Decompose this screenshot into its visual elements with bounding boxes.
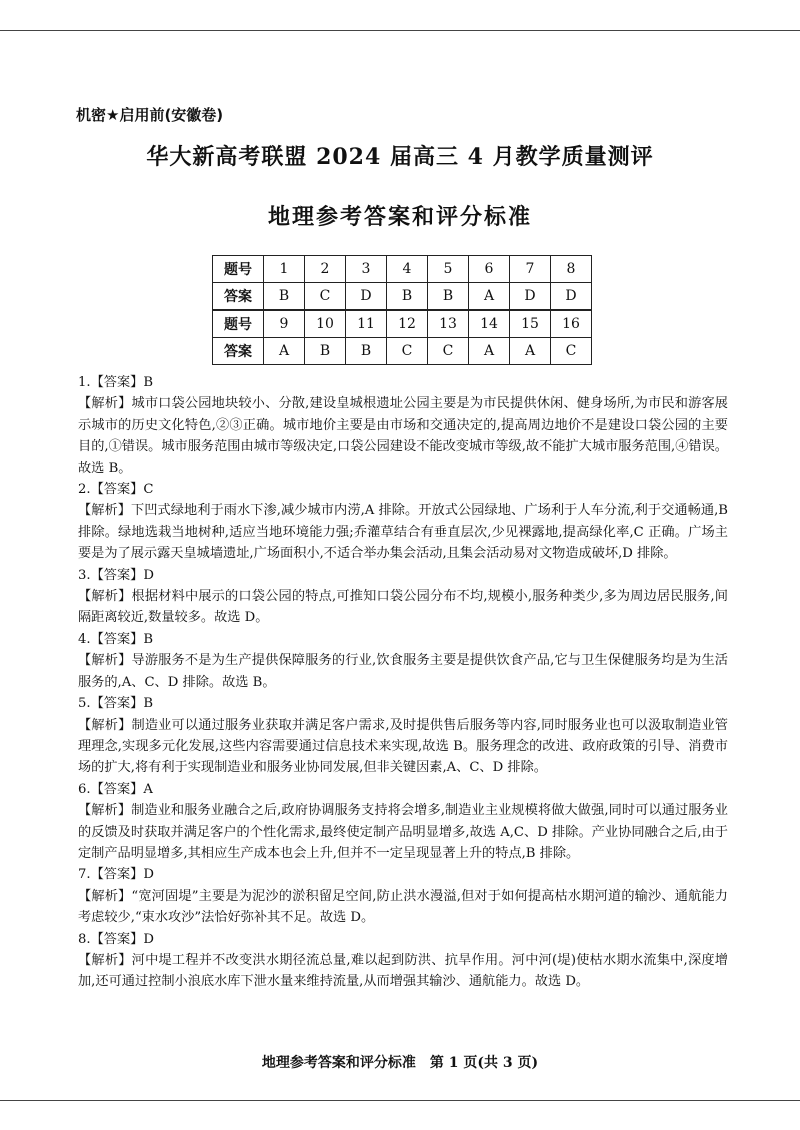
- table-row: [213, 310, 592, 338]
- answer-line-4: 4.【答案】B: [78, 631, 154, 647]
- answer-cell: C: [387, 338, 428, 365]
- answer-cell: A: [264, 338, 305, 365]
- row-label-answer: 答案: [213, 283, 264, 311]
- doc-title: 地理参考答案和评分标准: [267, 205, 532, 230]
- bottom-rule: [0, 1100, 800, 1101]
- answer-cell: D: [346, 283, 387, 311]
- answer-line-3: 3.【答案】D: [78, 567, 154, 583]
- question-number: 6: [469, 256, 510, 283]
- question-number: 9: [264, 310, 305, 338]
- table-row: [213, 283, 592, 311]
- question-number: 4: [387, 256, 428, 283]
- explanation-1: 【解析】城市口袋公园地块较小、分散,建设皇城根遗址公园主要是为市民提供休闲、健身场所,为市民和游客展示城市的历史文化特色,②③正确。城市地价主要是由市场和交通决定的,提高周边地价不是建设口袋公园的主要目的,①错误。城市服务范围由城市等级决定,口袋公园建设不能改变城市等级,故不能扩大城市服务范围,④错误。故选 B。: [78, 396, 728, 476]
- answer-line-5: 5.【答案】B: [78, 696, 154, 712]
- answer-cell: B: [428, 283, 469, 311]
- explanation-5: 【解析】制造业可以通过服务业获取并满足客户需求,及时提供售后服务等内容,同时服务业也可以汲取制造业管理理念,实现多元化发展,这些内容需要通过信息技术来实现,故选 B。服务理念的改进、政府政策的引导、消费市场的扩大,将有利于实现制造业和服务业协同发展,但非关键因素,A、C、D 排除。: [78, 717, 728, 776]
- answer-line-2: 2.【答案】C: [78, 482, 154, 498]
- answer-cell: D: [551, 283, 592, 311]
- answer-table: [212, 255, 592, 365]
- answer-line-1: 1.【答案】B: [78, 375, 154, 390]
- answer-cell: A: [469, 283, 510, 311]
- question-number: 2: [305, 256, 346, 283]
- page-footer: 地理参考答案和评分标准 第 1 页(共 3 页): [261, 1055, 539, 1071]
- question-number: 7: [510, 256, 551, 283]
- answer-line-8: 8.【答案】D: [78, 931, 154, 947]
- answer-cell: B: [387, 283, 428, 311]
- question-number: 12: [387, 310, 428, 338]
- answer-cell: B: [305, 338, 346, 365]
- confidential-label: 机密★启用前(安徽卷): [76, 106, 224, 124]
- question-number: 14: [469, 310, 510, 338]
- explanation-8: 【解析】河中堤工程并不改变洪水期径流总量,难以起到防洪、抗旱作用。河中河(堤)使枯水期水流集中,深度增加,还可通过控制小浪底水库下泄水量来维持流量,从而增强其输沙、通航能力。故选 D。: [78, 952, 728, 990]
- question-number: 15: [510, 310, 551, 338]
- question-number: 11: [346, 310, 387, 338]
- table-row: [213, 256, 592, 283]
- row-label-number: 题号: [213, 310, 264, 338]
- question-number: 13: [428, 310, 469, 338]
- question-number: 5: [428, 256, 469, 283]
- answer-cell: C: [428, 338, 469, 365]
- question-number: 10: [305, 310, 346, 338]
- answer-cell: D: [510, 283, 551, 311]
- answer-explanations: [78, 372, 728, 993]
- question-number: 8: [551, 256, 592, 283]
- explanation-6: 【解析】制造业和服务业融合之后,政府协调服务支持将会增多,制造业主业规模将做大做强,同时可以通过服务业的反馈及时获取并满足客户的个性化需求,最终使定制产品明显增多,故选 A,C、D 排除。产业协同融合之后,由于定制产品明显增多,其相应生产成本也会上升,但并不一定呈现显著上升的特点,B 排除。: [78, 803, 728, 861]
- exam-title: 华大新高考联盟 2024 届高三 4 月教学质量测评: [146, 144, 654, 170]
- answer-line-7: 7.【答案】D: [78, 867, 154, 883]
- answer-cell: B: [346, 338, 387, 365]
- answer-cell: B: [264, 283, 305, 311]
- top-rule: [0, 30, 800, 31]
- row-label-answer: 答案: [213, 338, 264, 365]
- answer-cell: A: [469, 338, 510, 365]
- question-number: 16: [551, 310, 592, 338]
- table-row: [213, 338, 592, 365]
- answer-line-6: 6.【答案】A: [78, 781, 153, 797]
- question-number: 1: [264, 256, 305, 283]
- explanation-2: 【解析】下凹式绿地利于雨水下渗,减少城市内涝,A 排除。开放式公园绿地、广场利于人车分流,利于交通畅通,B 排除。绿地选栽当地树种,适应当地环境能力强;乔灌草结合有垂直层次,少见裸露地,提高绿化率,C 正确。广场主要是为了展示露天皇城墙遗址,广场面积小,不适合举办集会活动,且集会活动易对文物造成破坏,D 排除。: [78, 503, 728, 562]
- row-label-number: 题号: [213, 256, 264, 283]
- explanation-3: 【解析】根据材料中展示的口袋公园的特点,可推知口袋公园分布不均,规模小,服务种类少,多为周边居民服务,间隔距离较近,数量较多。故选 D。: [78, 589, 728, 626]
- answer-cell: A: [510, 338, 551, 365]
- answer-cell: C: [305, 283, 346, 311]
- answer-cell: C: [551, 338, 592, 365]
- explanation-4: 【解析】导游服务不是为生产提供保障服务的行业,饮食服务主要是提供饮食产品,它与卫生保健服务均是为生活服务的,A、C、D 排除。故选 B。: [78, 653, 728, 690]
- explanation-7: 【解析】“宽河固堤”主要是为泥沙的淤积留足空间,防止洪水漫溢,但对于如何提高枯水期河道的输沙、通航能力考虑较少,“束水攻沙”法恰好弥补其不足。故选 D。: [78, 888, 728, 926]
- question-number: 3: [346, 256, 387, 283]
